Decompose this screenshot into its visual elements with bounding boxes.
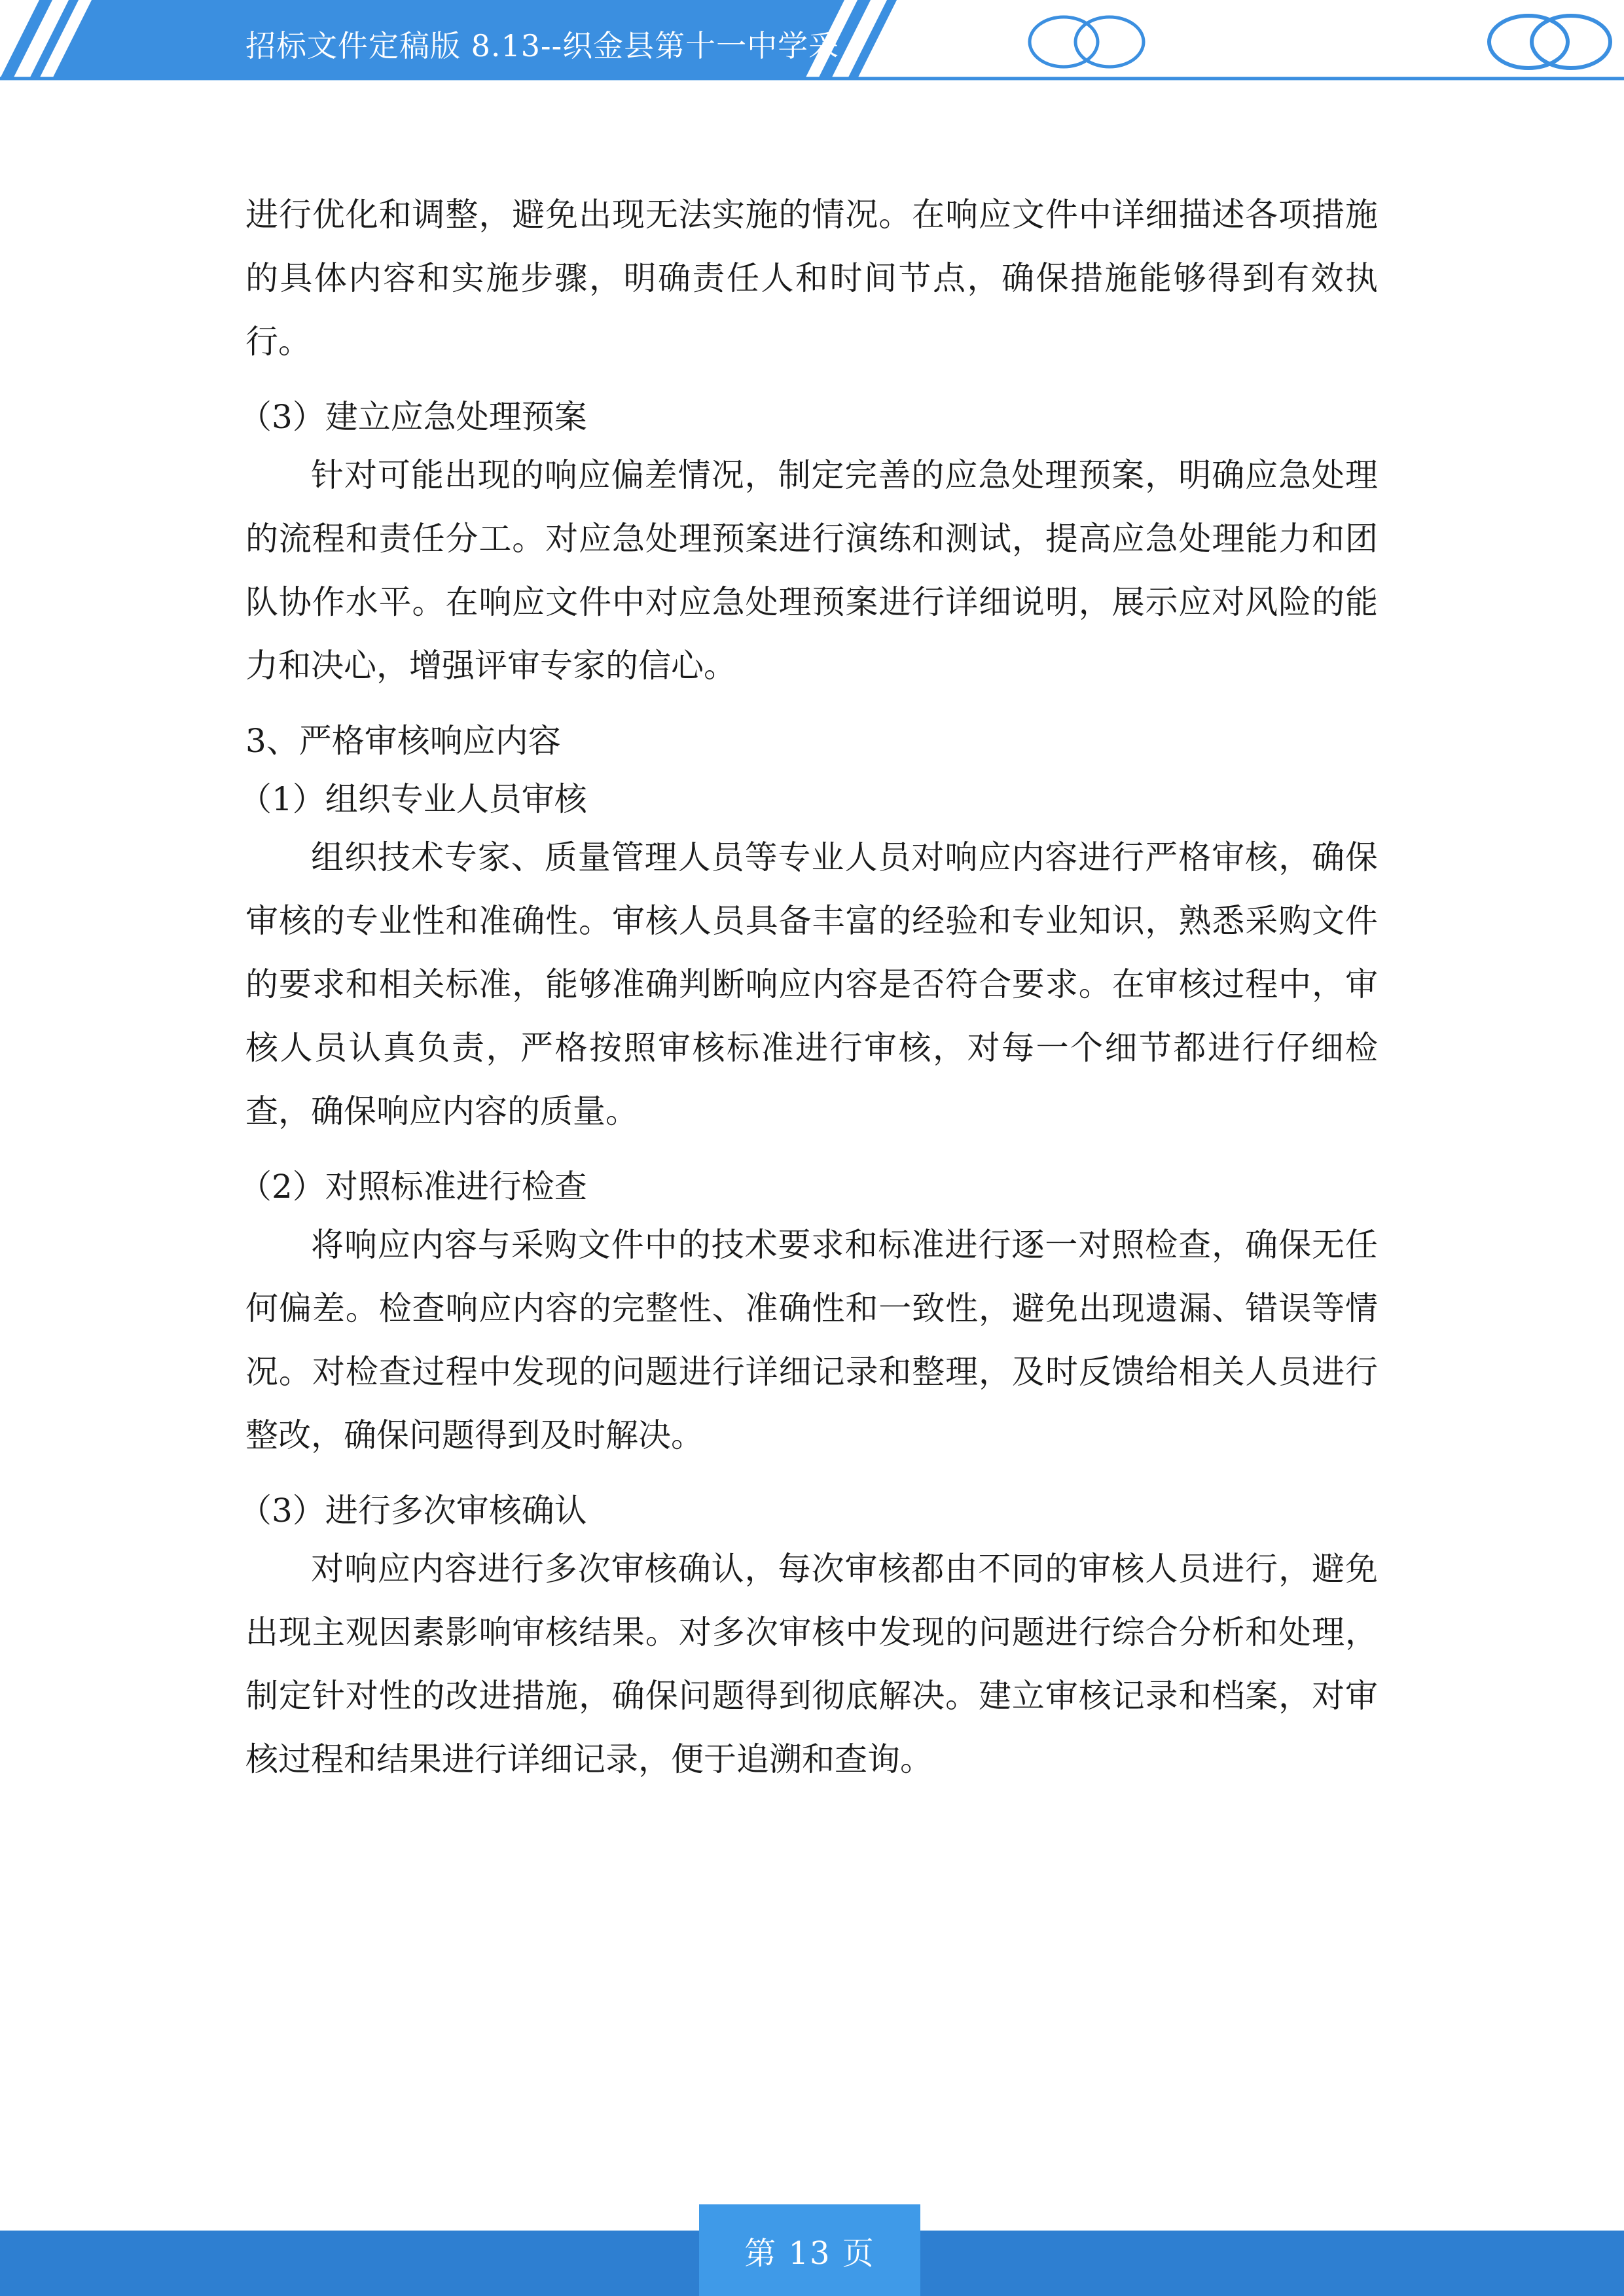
- header-title: 招标文件定稿版 8.13--织金县第十一中学采: [245, 28, 840, 63]
- page-number-tab: [699, 2204, 920, 2296]
- subheading: （1）组织专业人员审核: [239, 780, 587, 818]
- subheading: （3）进行多次审核确认: [239, 1492, 587, 1530]
- subheading: （2）对照标准进行检查: [239, 1168, 587, 1206]
- double-ring-logo-icon: [1030, 17, 1144, 67]
- paragraph: 将响应内容与采购文件中的技术要求和标准进行逐一对照检查，确保无任何偏差。检查响应内容的完整性、准确性和一致性，避免出现遗漏、错误等情况。对检查过程中发现的问题进行详细记录和整理，及时反馈给相关人员进行整改，确保问题得到及时解决。: [245, 1226, 1378, 1454]
- section-heading: 3、严格审核响应内容: [245, 722, 561, 760]
- page-number: 第 13 页: [744, 2234, 875, 2272]
- paragraph: 针对可能出现的响应偏差情况，制定完善的应急处理预案，明确应急处理的流程和责任分工。对应急处理预案进行演练和测试，提高应急处理能力和团队协作水平。在响应文件中对应急处理预案进行详细说明，展示应对风险的能力和决心，增强评审专家的信心。: [245, 456, 1378, 685]
- paragraph: 组织技术专家、质量管理人员等专业人员对响应内容进行严格审核，确保审核的专业性和准确性。审核人员具备丰富的经验和专业知识，熟悉采购文件的要求和相关标准，能够准确判断响应内容是否符合要求。在审核过程中，审核人员认真负责，严格按照审核标准进行审核，对每一个细节都进行仔细检查，确保响应内容的质量。: [245, 838, 1378, 1130]
- double-ring-logo-icon: [1489, 16, 1610, 68]
- document-body: [239, 183, 1378, 1791]
- paragraph: 进行优化和调整，避免出现无法实施的情况。在响应文件中详细描述各项措施的具体内容和实施步骤，明确责任人和时间节点，确保措施能够得到有效执行。: [245, 196, 1378, 361]
- subheading: （3）建立应急处理预案: [239, 398, 587, 436]
- paragraph: 对响应内容进行多次审核确认，每次审核都由不同的审核人员进行，避免出现主观因素影响审核结果。对多次审核中发现的问题进行综合分析和处理，制定针对性的改进措施，确保问题得到彻底解决。建立审核记录和档案，对审核过程和结果进行详细记录，便于追溯和查询。: [245, 1550, 1378, 1778]
